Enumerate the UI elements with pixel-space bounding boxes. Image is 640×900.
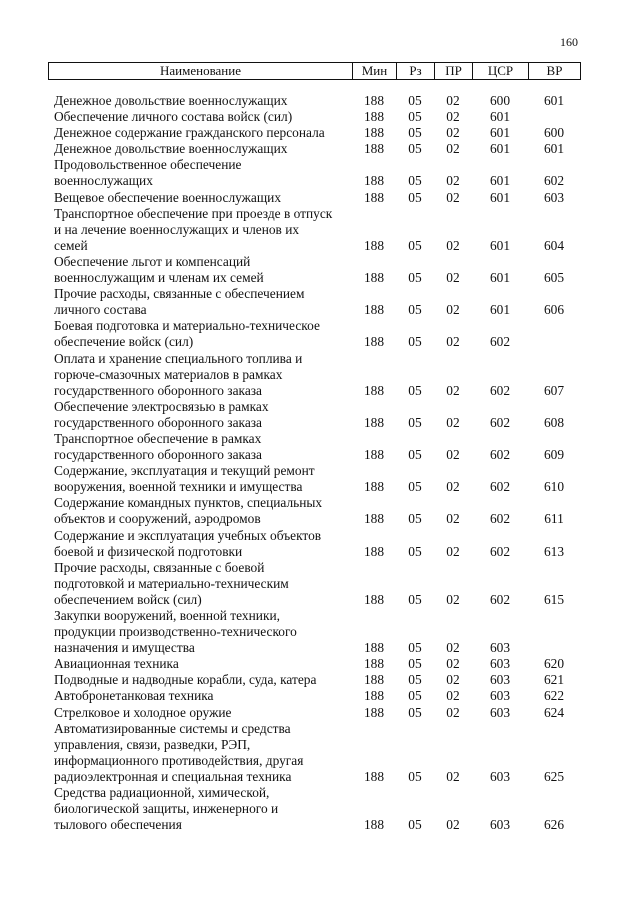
cell-pr: 02 xyxy=(446,237,460,253)
cell-min: 188 xyxy=(363,704,385,720)
table-row xyxy=(48,351,580,399)
cell-vr: 626 xyxy=(543,817,565,833)
table-row xyxy=(48,318,580,350)
table-row xyxy=(48,93,580,109)
cell-name: Содержание, эксплуатация и текущий ремонт вооружения, военной техники и имущества xyxy=(54,463,315,495)
cell-pr: 02 xyxy=(446,414,460,430)
cell-rz: 05 xyxy=(408,640,422,656)
cell-name: Денежное довольствие военнослужащих xyxy=(54,141,288,157)
cell-rz: 05 xyxy=(408,270,422,286)
table-row xyxy=(48,560,580,608)
cell-name: Стрелковое и холодное оружие xyxy=(54,704,232,720)
header-vr: ВР xyxy=(529,63,581,80)
cell-pr: 02 xyxy=(446,817,460,833)
cell-pr: 02 xyxy=(446,302,460,318)
cell-csr: 603 xyxy=(489,817,511,833)
header-name: Наименование xyxy=(49,63,353,80)
cell-csr: 602 xyxy=(489,479,511,495)
cell-rz: 05 xyxy=(408,447,422,463)
cell-vr: 624 xyxy=(543,704,565,720)
table-row xyxy=(48,463,580,495)
cell-csr: 601 xyxy=(489,141,511,157)
cell-min: 188 xyxy=(363,141,385,157)
cell-min: 188 xyxy=(363,511,385,527)
cell-name: Прочие расходы, связанные с обеспечением личного состава xyxy=(54,286,305,318)
table-row xyxy=(48,109,580,125)
cell-rz: 05 xyxy=(408,511,422,527)
header-rz: Рз xyxy=(397,63,435,80)
table-row xyxy=(48,431,580,463)
table-row xyxy=(48,206,580,254)
cell-vr xyxy=(528,608,580,656)
cell-name: Авиационная техника xyxy=(54,656,179,672)
cell-vr: 620 xyxy=(543,656,565,672)
cell-pr: 02 xyxy=(446,688,460,704)
cell-name: Обеспечение льгот и компенсаций военнослужащим и членам их семей xyxy=(54,253,264,286)
cell-name: Обеспечение личного состава войск (сил) xyxy=(54,109,293,125)
cell-csr: 603 xyxy=(489,672,511,688)
cell-csr: 601 xyxy=(489,237,511,253)
cell-min: 188 xyxy=(363,173,385,189)
cell-min: 188 xyxy=(363,93,385,108)
cell-vr: 625 xyxy=(543,768,565,784)
cell-name: Денежное довольствие военнослужащих xyxy=(54,93,288,108)
table-row xyxy=(48,254,580,286)
cell-name: Обеспечение электросвязью в рамках государственного оборонного заказа xyxy=(54,398,269,430)
cell-name: Содержание командных пунктов, специальных объектов и сооружений, аэродромов xyxy=(54,495,323,527)
cell-rz: 05 xyxy=(408,591,422,607)
cell-pr: 02 xyxy=(446,768,460,784)
cell-name: Транспортное обеспечение при проезде в отпуск и на лечение военнослужащих и членов их семей xyxy=(54,205,333,253)
cell-min: 188 xyxy=(363,270,385,286)
cell-name: Транспортное обеспечение в рамках государственного оборонного заказа xyxy=(54,430,263,463)
table-row xyxy=(48,705,580,721)
cell-csr: 601 xyxy=(489,189,511,205)
table-row xyxy=(48,141,580,157)
cell-rz: 05 xyxy=(408,302,422,318)
table-row xyxy=(48,157,580,189)
cell-pr: 02 xyxy=(446,656,460,672)
cell-csr: 601 xyxy=(489,302,511,318)
cell-rz: 05 xyxy=(408,656,422,672)
cell-min: 188 xyxy=(363,414,385,430)
table-row xyxy=(48,721,580,785)
cell-rz: 05 xyxy=(408,543,422,559)
cell-min: 188 xyxy=(363,543,385,559)
cell-vr xyxy=(528,318,580,350)
cell-rz: 05 xyxy=(408,479,422,495)
cell-pr: 02 xyxy=(446,704,460,720)
cell-rz: 05 xyxy=(408,125,422,141)
cell-vr: 622 xyxy=(543,688,565,704)
cell-pr: 02 xyxy=(446,479,460,495)
cell-min: 188 xyxy=(363,125,385,141)
cell-vr: 602 xyxy=(543,173,565,189)
table-row xyxy=(48,495,580,527)
cell-min: 188 xyxy=(363,688,385,704)
cell-vr: 601 xyxy=(543,93,565,108)
cell-min: 188 xyxy=(363,640,385,656)
table-row xyxy=(48,688,580,704)
cell-name: Закупки вооружений, военной техники, продукции производственно-технического назначения и имущества xyxy=(54,608,297,656)
cell-vr: 610 xyxy=(543,479,565,495)
cell-pr: 02 xyxy=(446,173,460,189)
cell-name: Автоматизированные системы и средства управления, связи, разведки, РЭП, информационного противодействия, другая радиоэлектронная и специальная техника xyxy=(54,720,304,784)
cell-vr: 607 xyxy=(543,382,565,398)
cell-csr: 603 xyxy=(489,656,511,672)
cell-rz: 05 xyxy=(408,189,422,205)
cell-rz: 05 xyxy=(408,237,422,253)
cell-rz: 05 xyxy=(408,334,422,350)
cell-rz: 05 xyxy=(408,93,422,108)
cell-name: Денежное содержание гражданского персонала xyxy=(54,125,325,141)
cell-csr: 601 xyxy=(489,125,511,141)
cell-rz: 05 xyxy=(408,173,422,189)
cell-pr: 02 xyxy=(446,93,460,108)
cell-pr: 02 xyxy=(446,125,460,141)
cell-vr xyxy=(528,109,580,125)
cell-rz: 05 xyxy=(408,382,422,398)
cell-name: Подводные и надводные корабли, суда, катера xyxy=(54,672,317,688)
cell-pr: 02 xyxy=(446,591,460,607)
cell-name: Продовольственное обеспечение военнослужащих xyxy=(54,157,242,189)
cell-name: Вещевое обеспечение военнослужащих xyxy=(54,189,282,205)
cell-rz: 05 xyxy=(408,817,422,833)
cell-rz: 05 xyxy=(408,414,422,430)
cell-min: 188 xyxy=(363,189,385,205)
cell-name: Средства радиационной, химической, биологической защиты, инженерного и тылового обеспечения xyxy=(54,785,279,833)
cell-csr: 602 xyxy=(489,414,511,430)
cell-csr: 600 xyxy=(489,93,511,108)
cell-vr: 604 xyxy=(543,237,565,253)
cell-name: Прочие расходы, связанные с боевой подготовкой и материально-техническим обеспечением войск (сил) xyxy=(54,559,289,607)
cell-min: 188 xyxy=(363,656,385,672)
page-number: 160 xyxy=(560,35,578,49)
cell-pr: 02 xyxy=(446,672,460,688)
cell-rz: 05 xyxy=(408,768,422,784)
table-row xyxy=(48,785,580,833)
cell-csr: 602 xyxy=(489,591,511,607)
cell-pr: 02 xyxy=(446,640,460,656)
cell-csr: 602 xyxy=(489,511,511,527)
cell-min: 188 xyxy=(363,479,385,495)
cell-pr: 02 xyxy=(446,270,460,286)
header-csr: ЦСР xyxy=(473,63,529,80)
cell-pr: 02 xyxy=(446,334,460,350)
cell-rz: 05 xyxy=(408,672,422,688)
cell-csr: 603 xyxy=(489,688,511,704)
cell-rz: 05 xyxy=(408,688,422,704)
cell-csr: 602 xyxy=(489,543,511,559)
cell-pr: 02 xyxy=(446,447,460,463)
cell-rz: 05 xyxy=(408,704,422,720)
cell-csr: 601 xyxy=(489,270,511,286)
cell-csr: 603 xyxy=(489,704,511,720)
table-row xyxy=(48,190,580,206)
cell-vr: 608 xyxy=(543,414,565,430)
cell-min: 188 xyxy=(363,302,385,318)
table-row xyxy=(48,125,580,141)
header-row xyxy=(49,63,581,80)
table-row xyxy=(48,286,580,318)
cell-min: 188 xyxy=(363,768,385,784)
table-row xyxy=(48,399,580,431)
cell-vr: 621 xyxy=(543,672,565,688)
cell-csr: 602 xyxy=(489,382,511,398)
cell-pr: 02 xyxy=(446,543,460,559)
cell-name: Содержание и эксплуатация учебных объектов боевой и физической подготовки xyxy=(54,527,322,559)
cell-name: Автобронетанковая техника xyxy=(54,688,214,704)
cell-min: 188 xyxy=(363,817,385,833)
cell-csr: 601 xyxy=(489,109,511,125)
header-min: Мин xyxy=(353,63,397,80)
cell-pr: 02 xyxy=(446,141,460,157)
table-row xyxy=(48,528,580,560)
cell-pr: 02 xyxy=(446,189,460,205)
cell-min: 188 xyxy=(363,334,385,350)
cell-csr: 602 xyxy=(489,447,511,463)
cell-vr: 606 xyxy=(543,302,565,318)
cell-min: 188 xyxy=(363,591,385,607)
cell-pr: 02 xyxy=(446,511,460,527)
cell-min: 188 xyxy=(363,382,385,398)
cell-min: 188 xyxy=(363,447,385,463)
cell-rz: 05 xyxy=(408,109,422,125)
cell-vr: 600 xyxy=(543,125,565,141)
cell-csr: 602 xyxy=(489,334,511,350)
cell-vr: 609 xyxy=(543,447,565,463)
cell-vr: 613 xyxy=(543,543,565,559)
cell-vr: 601 xyxy=(543,141,565,157)
cell-vr: 611 xyxy=(544,511,564,527)
cell-csr: 601 xyxy=(489,173,511,189)
cell-pr: 02 xyxy=(446,382,460,398)
cell-pr: 02 xyxy=(446,109,460,125)
cell-min: 188 xyxy=(363,672,385,688)
cell-min: 188 xyxy=(363,237,385,253)
cell-name: Боевая подготовка и материально-техническое обеспечение войск (сил) xyxy=(54,318,320,350)
budget-table xyxy=(48,93,580,833)
table-row xyxy=(48,656,580,672)
header-pr: ПР xyxy=(435,63,473,80)
table-row xyxy=(48,608,580,656)
cell-min: 188 xyxy=(363,109,385,125)
cell-vr: 603 xyxy=(543,189,565,205)
cell-csr: 603 xyxy=(489,768,511,784)
cell-name: Оплата и хранение специального топлива и горюче-смазочных материалов в рамках государственного оборонного заказа xyxy=(54,350,303,398)
cell-rz: 05 xyxy=(408,141,422,157)
cell-vr: 605 xyxy=(543,270,565,286)
cell-vr: 615 xyxy=(543,591,565,607)
table-header xyxy=(48,62,581,80)
cell-csr: 603 xyxy=(489,640,511,656)
table-row xyxy=(48,672,580,688)
